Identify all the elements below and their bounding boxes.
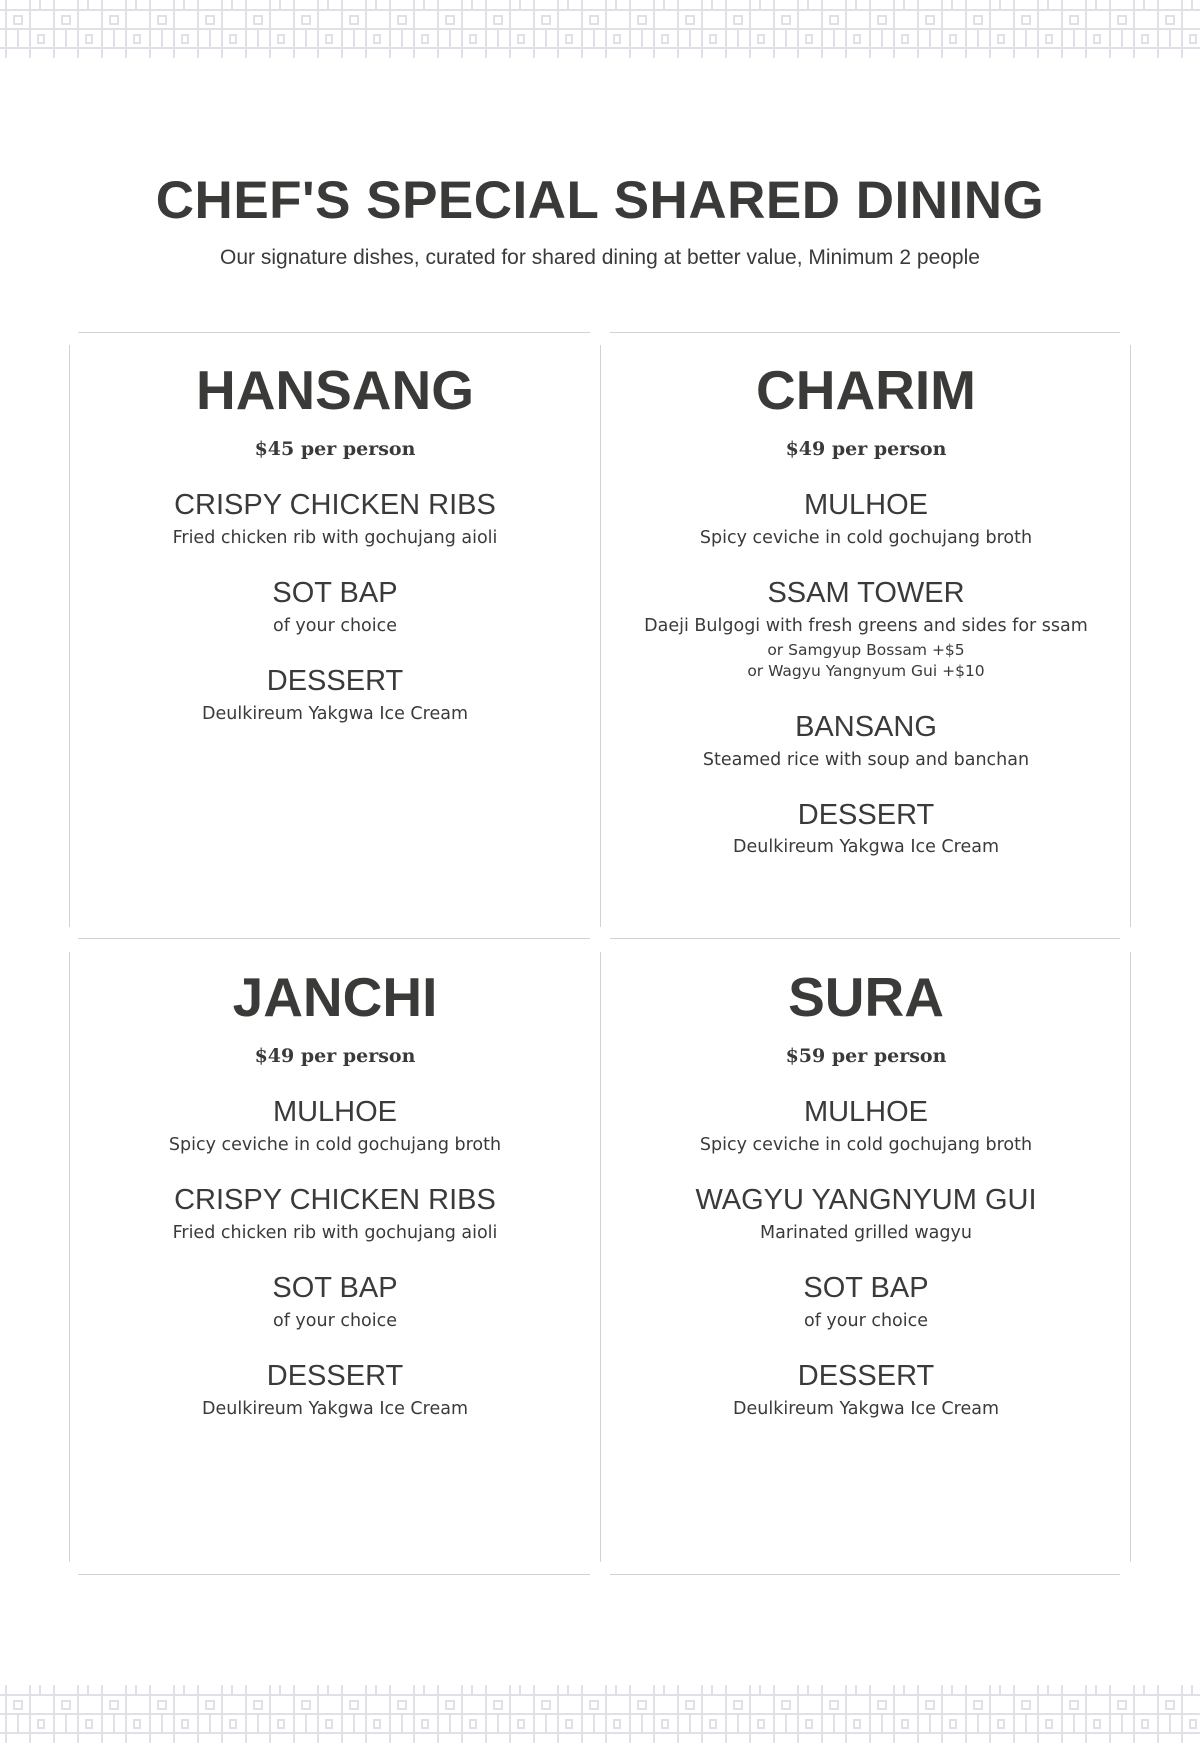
set-name: SURA: [788, 966, 944, 1028]
course-name: MULHOE: [272, 1096, 398, 1128]
set-menu-charim: [606, 359, 1126, 858]
rule-left-lower: [69, 952, 70, 1562]
course-name: SOT BAP: [272, 576, 398, 609]
course-description: Deulkireum Yakgwa Ice Cream: [202, 1398, 468, 1419]
rule-top-left: [78, 332, 590, 333]
rule-center-upper: [600, 345, 601, 927]
lattice-pattern-top: [0, 0, 1200, 58]
course-description: Fried chicken rib with gochujang aioli: [172, 527, 498, 548]
course-item: [606, 490, 1126, 548]
set-menu-janchi: [75, 966, 595, 1419]
course-upgrade-option: or Samgyup Bossam +$5: [767, 640, 965, 659]
course-item: [606, 1273, 1126, 1331]
course-item: [75, 1361, 595, 1419]
course-name: DESSERT: [266, 664, 404, 697]
rule-right-upper: [1130, 345, 1131, 927]
course-description: of your choice: [272, 615, 397, 636]
course-item: [75, 666, 595, 724]
page-subtitle: Our signature dishes, curated for shared dining at better value, Minimum 2 people: [220, 246, 980, 269]
rule-mid-left: [78, 938, 590, 939]
course-description: Spicy ceviche in cold gochujang broth: [699, 1134, 1033, 1155]
set-price: $49 per person: [785, 438, 947, 460]
course-name: WAGYU YANGNYUM GUI: [695, 1183, 1037, 1216]
course-description: Fried chicken rib with gochujang aioli: [172, 1222, 498, 1243]
rule-right-lower: [1130, 952, 1131, 1562]
lattice-pattern-bottom: [0, 1685, 1200, 1743]
set-price: $49 per person: [254, 1045, 416, 1067]
course-name: DESSERT: [266, 1359, 404, 1392]
lattice-border-top: [0, 0, 1200, 58]
rule-mid-right: [610, 938, 1120, 939]
course-item: [606, 578, 1126, 682]
set-name: HANSANG: [195, 359, 475, 421]
set-menu-sura: [606, 966, 1126, 1419]
rule-left-upper: [69, 345, 70, 927]
course-item: [75, 490, 595, 548]
course-description: Spicy ceviche in cold gochujang broth: [168, 1134, 502, 1155]
course-name: MULHOE: [803, 489, 929, 521]
rule-top-right: [610, 332, 1120, 333]
course-name: SOT BAP: [272, 1271, 398, 1304]
course-description: of your choice: [803, 1310, 928, 1331]
course-item: [606, 712, 1126, 770]
course-description: Steamed rice with soup and banchan: [702, 749, 1030, 770]
set-name: CHARIM: [756, 359, 976, 421]
course-item: [606, 1361, 1126, 1419]
course-upgrade-option: or Wagyu Yangnyum Gui +$10: [747, 661, 985, 680]
course-name: DESSERT: [797, 798, 935, 831]
rule-bottom-left: [78, 1574, 590, 1575]
rule-center-lower: [600, 952, 601, 1562]
set-name: JANCHI: [232, 966, 438, 1028]
course-name: SSAM TOWER: [767, 576, 965, 609]
course-description: Daeji Bulgogi with fresh greens and sides for ssam: [644, 615, 1088, 636]
course-name: SOT BAP: [803, 1271, 929, 1304]
course-description: Spicy ceviche in cold gochujang broth: [699, 527, 1033, 548]
course-description: Deulkireum Yakgwa Ice Cream: [733, 1398, 999, 1419]
course-description: of your choice: [272, 1310, 397, 1331]
course-description: Deulkireum Yakgwa Ice Cream: [202, 703, 468, 724]
set-menu-hansang: [75, 359, 595, 724]
course-item: [75, 1185, 595, 1243]
rule-bottom-right: [610, 1574, 1120, 1575]
course-description: Deulkireum Yakgwa Ice Cream: [733, 837, 999, 858]
page-title: CHEF'S SPECIAL SHARED DINING: [155, 171, 1045, 230]
course-item: [606, 800, 1126, 858]
course-name: CRISPY CHICKEN RIBS: [174, 1183, 496, 1216]
course-name: MULHOE: [803, 1096, 929, 1128]
course-name: BANSANG: [795, 710, 937, 743]
course-item: [75, 1097, 595, 1155]
course-description: Marinated grilled wagyu: [760, 1222, 972, 1243]
set-price: $59 per person: [785, 1045, 947, 1067]
lattice-border-bottom: [0, 1685, 1200, 1743]
course-name: CRISPY CHICKEN RIBS: [174, 489, 496, 521]
course-item: [606, 1097, 1126, 1155]
course-item: [75, 578, 595, 636]
course-name: DESSERT: [797, 1359, 935, 1392]
course-item: [606, 1185, 1126, 1243]
set-price: $45 per person: [254, 438, 416, 460]
course-item: [75, 1273, 595, 1331]
